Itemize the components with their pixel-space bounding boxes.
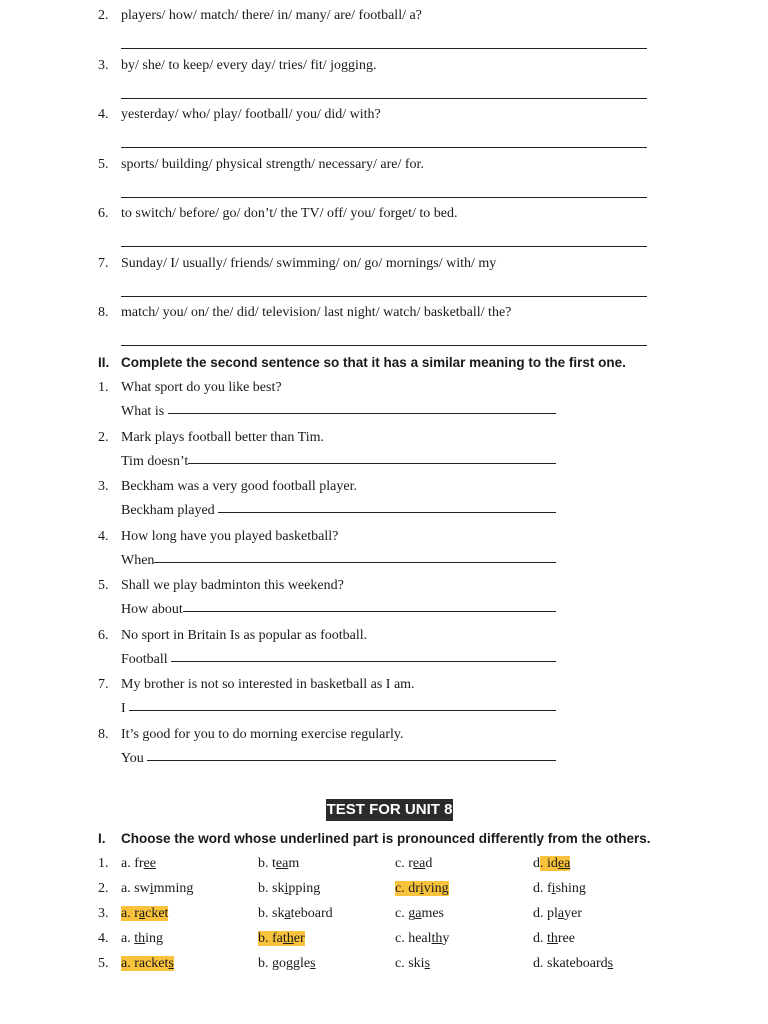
answer-option[interactable] bbox=[258, 856, 299, 872]
item-number: 7. bbox=[98, 255, 109, 271]
answer-blank[interactable] bbox=[183, 611, 556, 612]
sentence-starter: When bbox=[121, 552, 155, 568]
underlined-sound: ee bbox=[143, 856, 156, 871]
underlined-sound: a bbox=[557, 906, 565, 921]
answer-option[interactable] bbox=[258, 906, 333, 922]
answer-blank[interactable] bbox=[154, 562, 556, 563]
answer-line[interactable] bbox=[121, 98, 647, 99]
option-text: m bbox=[288, 856, 300, 871]
underlined-sound: i bbox=[149, 881, 154, 896]
answer-option[interactable] bbox=[121, 956, 174, 972]
answer-option[interactable] bbox=[395, 906, 444, 922]
sentence-starter: You bbox=[121, 750, 148, 766]
option-text: . id bbox=[540, 856, 558, 871]
section-roman-numeral: I. bbox=[98, 831, 106, 846]
answer-option[interactable] bbox=[395, 956, 430, 972]
option-text: c. r bbox=[395, 856, 413, 871]
underlined-sound: th bbox=[134, 931, 146, 946]
item-prompt: to switch/ before/ go/ don’t/ the TV/ off/ you/ forget/ to bed. bbox=[121, 206, 458, 221]
item-number: 2. bbox=[98, 429, 109, 445]
item-number: 5. bbox=[98, 578, 109, 593]
underlined-sound: a bbox=[284, 906, 291, 921]
original-sentence: Mark plays football better than Tim. bbox=[121, 429, 324, 445]
item-prompt: yesterday/ who/ play/ football/ you/ did/ with? bbox=[121, 107, 381, 122]
answer-option[interactable] bbox=[533, 931, 575, 947]
option-text: c. g bbox=[395, 906, 416, 921]
option-text: pping bbox=[288, 881, 321, 896]
option-text: d bbox=[533, 856, 540, 871]
underlined-sound: i bbox=[284, 881, 289, 896]
option-text: d. pl bbox=[533, 906, 558, 921]
answer-option[interactable] bbox=[395, 931, 449, 947]
option-text: y bbox=[442, 931, 450, 946]
rewrite-row bbox=[121, 404, 556, 420]
underlined-sound: th bbox=[431, 931, 443, 946]
item-number: 4. bbox=[98, 528, 109, 544]
answer-option[interactable] bbox=[121, 881, 193, 897]
answer-blank[interactable] bbox=[171, 661, 556, 662]
item-number: 5. bbox=[98, 156, 109, 172]
answer-option[interactable] bbox=[395, 881, 449, 897]
original-sentence: What sport do you like best? bbox=[121, 380, 282, 395]
rewrite-row bbox=[121, 602, 556, 618]
item-number: 8. bbox=[98, 305, 109, 320]
underlined-sound: a bbox=[138, 906, 146, 921]
answer-line[interactable] bbox=[121, 197, 647, 198]
underlined-sound: ea bbox=[557, 856, 571, 871]
option-text: shing bbox=[555, 881, 586, 896]
sentence-starter: Beckham played bbox=[121, 503, 219, 518]
option-text: mes bbox=[421, 906, 444, 921]
underlined-sound: ea bbox=[275, 856, 289, 871]
option-text: er bbox=[293, 931, 305, 946]
original-sentence: Shall we play badminton this weekend? bbox=[121, 578, 344, 593]
option-text: c. dr bbox=[395, 881, 420, 896]
item-number: 2. bbox=[98, 881, 109, 896]
option-text: teboard bbox=[290, 906, 333, 921]
option-text: b. sk bbox=[258, 881, 285, 896]
original-sentence: It’s good for you to do morning exercise regularly. bbox=[121, 726, 404, 742]
item-prompt: match/ you/ on/ the/ did/ television/ last night/ watch/ basketball/ the? bbox=[121, 305, 512, 320]
answer-line[interactable] bbox=[121, 345, 647, 346]
original-sentence: How long have you played basketball? bbox=[121, 528, 339, 544]
underlined-sound: a bbox=[415, 906, 422, 921]
answer-blank[interactable] bbox=[147, 760, 556, 761]
rewrite-row bbox=[121, 701, 556, 717]
item-number: 4. bbox=[98, 931, 109, 946]
underlined-sound: ea bbox=[412, 856, 426, 871]
rewrite-row bbox=[121, 751, 556, 767]
option-text: a. fr bbox=[121, 856, 144, 871]
item-number: 4. bbox=[98, 107, 109, 122]
sentence-starter: Tim doesn’t bbox=[121, 453, 189, 469]
sentence-starter: What is bbox=[121, 404, 168, 419]
item-prompt: Sunday/ I/ usually/ friends/ swimming/ on/ go/ mornings/ with/ my bbox=[121, 255, 497, 271]
rewrite-row bbox=[121, 652, 556, 668]
answer-option[interactable] bbox=[533, 906, 582, 922]
option-text: ree bbox=[557, 931, 575, 946]
original-sentence: Beckham was a very good football player. bbox=[121, 479, 357, 494]
answer-option[interactable] bbox=[258, 881, 320, 897]
underlined-sound: th bbox=[282, 931, 294, 946]
section-heading-ii bbox=[98, 355, 626, 370]
answer-line[interactable] bbox=[121, 246, 647, 247]
sentence-starter: How about bbox=[121, 602, 183, 617]
answer-option[interactable] bbox=[533, 856, 570, 872]
answer-blank[interactable] bbox=[168, 413, 556, 414]
option-text: a. r bbox=[121, 906, 139, 921]
item-number: 1. bbox=[98, 380, 109, 395]
item-number: 6. bbox=[98, 627, 109, 643]
option-text: a. racket bbox=[121, 956, 169, 971]
sentence-starter: Football bbox=[121, 651, 172, 667]
option-text: d bbox=[425, 856, 433, 871]
option-text: d. bbox=[533, 931, 547, 946]
underlined-sound: i bbox=[551, 881, 556, 896]
option-text: a. bbox=[121, 931, 135, 946]
underlined-sound: i bbox=[419, 881, 424, 896]
option-text: mming bbox=[153, 881, 194, 896]
option-text: cket bbox=[145, 906, 169, 921]
item-number: 1. bbox=[98, 856, 109, 871]
original-sentence: My brother is not so interested in basketball as I am. bbox=[121, 677, 415, 692]
section-instruction: Choose the word whose underlined part is pronounced differently from the others. bbox=[121, 831, 651, 846]
option-text: a. sw bbox=[121, 881, 150, 896]
option-text: yer bbox=[564, 906, 582, 921]
section-heading-i bbox=[98, 831, 651, 846]
underlined-sound: s bbox=[424, 956, 431, 971]
option-text: d. skateboard bbox=[533, 956, 608, 971]
answer-option[interactable] bbox=[258, 956, 316, 972]
original-sentence: No sport in Britain Is as popular as football. bbox=[121, 627, 368, 643]
sentence-starter: I bbox=[121, 701, 130, 716]
answer-option[interactable] bbox=[395, 856, 432, 872]
item-number: 2. bbox=[98, 8, 109, 23]
answer-option[interactable] bbox=[121, 856, 156, 872]
option-text: b. fa bbox=[258, 931, 283, 946]
item-number: 3. bbox=[98, 479, 109, 494]
rewrite-row bbox=[121, 503, 556, 519]
item-prompt: by/ she/ to keep/ every day/ tries/ fit/ jogging. bbox=[121, 57, 377, 73]
item-number: 3. bbox=[98, 57, 109, 73]
underlined-sound: s bbox=[168, 956, 174, 971]
answer-option[interactable] bbox=[121, 906, 168, 922]
item-prompt: sports/ building/ physical strength/ necessary/ are/ for. bbox=[121, 156, 424, 172]
answer-option[interactable] bbox=[533, 881, 586, 897]
underlined-sound: th bbox=[547, 931, 558, 946]
option-text: c. heal bbox=[395, 931, 432, 946]
test-banner: TEST FOR UNIT 8 bbox=[326, 799, 453, 821]
underlined-sound: s bbox=[607, 956, 614, 971]
answer-option[interactable] bbox=[258, 931, 305, 947]
rewrite-row bbox=[121, 553, 556, 569]
item-number: 3. bbox=[98, 906, 109, 921]
answer-option[interactable] bbox=[121, 931, 163, 947]
answer-blank[interactable] bbox=[188, 463, 556, 464]
answer-blank[interactable] bbox=[129, 710, 556, 711]
section-roman-numeral: II. bbox=[98, 355, 110, 370]
underlined-sound: s bbox=[310, 956, 316, 971]
rewrite-row bbox=[121, 454, 556, 470]
item-number: 8. bbox=[98, 726, 109, 742]
answer-line[interactable] bbox=[121, 48, 647, 49]
option-text: d. f bbox=[533, 881, 552, 896]
answer-line[interactable] bbox=[121, 147, 647, 148]
answer-option[interactable] bbox=[533, 956, 613, 972]
option-text: ing bbox=[145, 931, 163, 946]
option-text: b. sk bbox=[258, 906, 285, 921]
section-instruction: Complete the second sentence so that it has a similar meaning to the first one. bbox=[121, 355, 626, 370]
item-number: 5. bbox=[98, 956, 109, 971]
item-number: 7. bbox=[98, 677, 109, 692]
answer-line[interactable] bbox=[121, 296, 647, 297]
option-text: b. goggle bbox=[258, 956, 311, 971]
option-text: b. t bbox=[258, 856, 276, 871]
option-text: c. ski bbox=[395, 956, 425, 971]
answer-blank[interactable] bbox=[218, 512, 556, 513]
option-text: ving bbox=[423, 881, 449, 896]
item-prompt: players/ how/ match/ there/ in/ many/ are/ football/ a? bbox=[121, 8, 422, 23]
item-number: 6. bbox=[98, 206, 109, 221]
